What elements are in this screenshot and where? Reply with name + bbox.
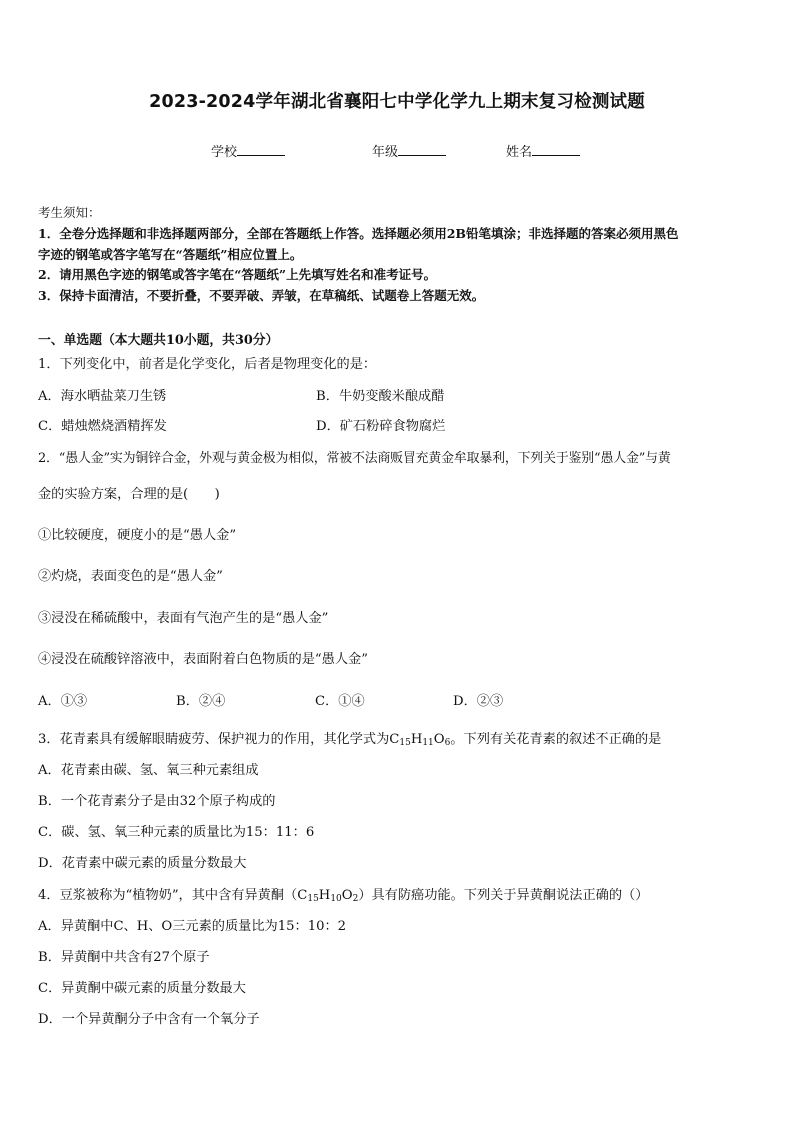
notice-heading: 考生须知： (38, 205, 101, 220)
q2-stem-line1: 2．“愚人金”实为铜锌合金，外观与黄金极为相似，常被不法商贩冒充黄金牟取暴利，下列关于鉴别“愚人金”与黄 (38, 451, 671, 466)
q3-option-b: B．一个花青素分子是由32个原子构成的 (38, 794, 276, 809)
q3-option-c: C．碳、氢、氧三种元素的质量比为15：11：6 (38, 825, 315, 840)
school-field (211, 141, 285, 160)
q2-statement-2: ②灼烧，表面变色的是“愚人金” (38, 569, 223, 584)
q2-stem-line2: 金的实验方案，合理的是( ) (38, 487, 220, 502)
q2-option-d: D．②③ (453, 694, 504, 709)
school-label: 学校 (211, 145, 238, 160)
school-blank (237, 143, 285, 156)
q4-option-c: C．异黄酮中碳元素的质量分数最大 (38, 981, 246, 996)
notice-item: 3．保持卡面清洁，不要折叠，不要弄破、弄皱，在草稿纸、试题卷上答题无效。 (38, 288, 485, 303)
q1-option-a: A．海水晒盐菜刀生锈 (38, 389, 167, 404)
q1-option-c: C．蜡烛燃烧酒精挥发 (38, 419, 167, 434)
q1-stem: 1．下列变化中，前者是化学变化，后者是物理变化的是： (38, 357, 377, 372)
grade-field (372, 141, 446, 160)
q3-option-d: D．花青素中碳元素的质量分数最大 (38, 856, 247, 871)
notice-item: 1．全卷分选择题和非选择题两部分，全部在答题纸上作答。选择题必须用2B铅笔填涂；非选择题的答案必须用黑色 (38, 226, 679, 241)
q2-option-a: A．①③ (38, 694, 88, 709)
q4-option-a: A．异黄酮中C、H、O三元素的质量比为15：10：2 (38, 919, 347, 934)
notice-item: 字迹的钢笔或答字笔写在“答题纸”相应位置上。 (38, 247, 303, 262)
q4-option-b: B．异黄酮中共含有27个原子 (38, 950, 210, 965)
q2-statement-4: ④浸没在硫酸锌溶液中，表面附着白色物质的是“愚人金” (38, 652, 368, 667)
section-heading: 一、单选题（本大题共10小题，共30分） (38, 333, 279, 348)
grade-blank (398, 143, 446, 156)
q2-option-c: C．①④ (315, 694, 365, 709)
name-blank (532, 143, 580, 156)
name-label: 姓名 (506, 145, 533, 160)
q3-option-a: A．花青素由碳、氢、氧三种元素组成 (38, 763, 259, 778)
q4-option-d: D．一个异黄酮分子中含有一个氧分子 (38, 1012, 260, 1027)
name-field (506, 141, 580, 160)
q3-stem: 3．花青素具有缓解眼睛疲劳、保护视力的作用，其化学式为$C_{15}H_{11}O_6$。下列有关花青素的叙述不正确的是 (38, 732, 662, 748)
q2-statement-3: ③浸没在稀硫酸中，表面有气泡产生的是“愚人金” (38, 611, 329, 626)
q2-option-b: B．②④ (176, 694, 226, 709)
q4-stem: 4．豆浆被称为“植物奶”，其中含有异黄酮$(C_{15}H_{10}O_2)$具有防癌功能。下列关于异黄酮说法正确的（） (38, 888, 649, 904)
q2-statement-1: ①比较硬度，硬度小的是“愚人金” (38, 528, 237, 543)
q1-option-d: D．矿石粉碎食物腐烂 (316, 419, 446, 434)
q1-option-b: B．牛奶变酸米酿成醋 (316, 389, 445, 404)
page-title: 2023-2024学年湖北省襄阳七中学化学九上期末复习检测试题 (149, 92, 645, 112)
notice-item: 2．请用黑色字迹的钢笔或答字笔在“答题纸”上先填写姓名和准考证号。 (38, 267, 437, 282)
grade-label: 年级 (372, 145, 399, 160)
